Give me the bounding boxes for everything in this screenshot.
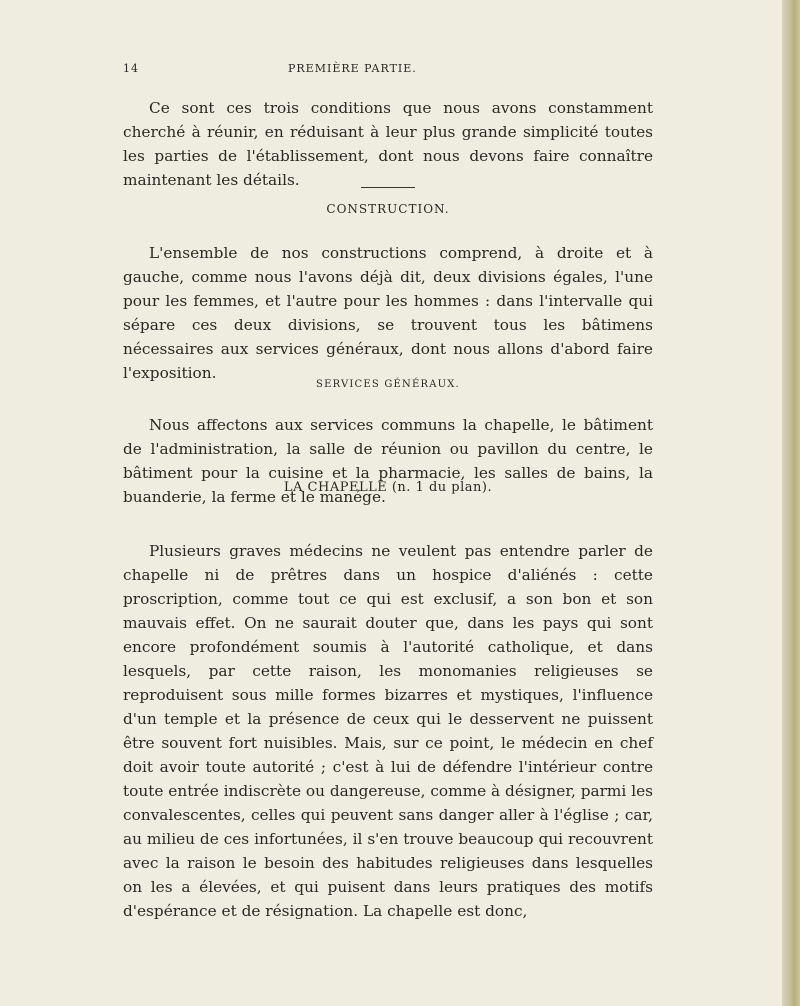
heading-services-generaux: SERVICES GÉNÉRAUX. [316,379,460,390]
page-edge [782,0,800,1006]
paragraph-construction: L'ensemble de nos constructions comprend, à droite et à gauche, comme nous l'avons déjà dit, deux divisions égales, l'une pour les femmes, et l'autre pour les hommes : dans l'intervalle qui sépare ces deux divisions, se trouvent tous les bâtimens nécessaires aux services généraux, dont nous allons d'abord faire l'exposition. [123,244,653,382]
paragraph-services: Nous affectons aux services communs la chapelle, le bâtiment de l'administration, la salle de réunion ou pavillon du centre, le bâtiment pour la cuisine et la pharmacie, les salles de bains, la buanderie, la ferme et le manége. [123,416,653,506]
section-divider [361,187,415,188]
page-number: 14 [123,62,139,75]
running-head: PREMIÈRE PARTIE. [288,62,417,75]
paragraph-intro: Ce sont ces trois conditions que nous avons constamment cherché à réunir, en réduisant à leur plus grande simplicité toutes les parties de l'établissement, dont nous devons faire connaître maintenant les détails. [123,99,653,189]
page-header [123,62,653,82]
heading-construction: CONSTRUCTION. [326,202,450,216]
heading-la-chapelle: LA CHAPELLE (n. 1 du plan). [283,480,493,495]
paragraph-chapelle: Plusieurs graves médecins ne veulent pas entendre parler de chapelle ni de prêtres dans un hospice d'aliénés : cette proscription, comme tout ce qui est exclusif, a son bon et son mauvais effet. On ne saurait douter que, dans les pays qui sont encore profondément soumis à l'autorité catholique, et dans lesquels, par cette raison, les monomanies religieuses se reproduisent sous mille formes bizarres et mystiques, l'influence d'un temple et la présence de ceux qui le desservent ne puissent être souvent fort nuisibles. Mais, sur ce point, le médecin en chef doit avoir toute autorité ; c'est à lui de défendre l'intérieur contre toute entrée indiscrète ou dangereuse, comme à désigner, parmi les convalescentes, celles qui peuvent sans danger aller à l'église ; car, au milieu de ces infortunées, il s'en trouve beaucoup qui recouvrent avec la raison le besoin des habitudes religieuses dans lesquelles on les a élevées, et qui puisent dans leurs pratiques des motifs d'espérance et de résignation. La chapelle est donc, [123,542,653,920]
